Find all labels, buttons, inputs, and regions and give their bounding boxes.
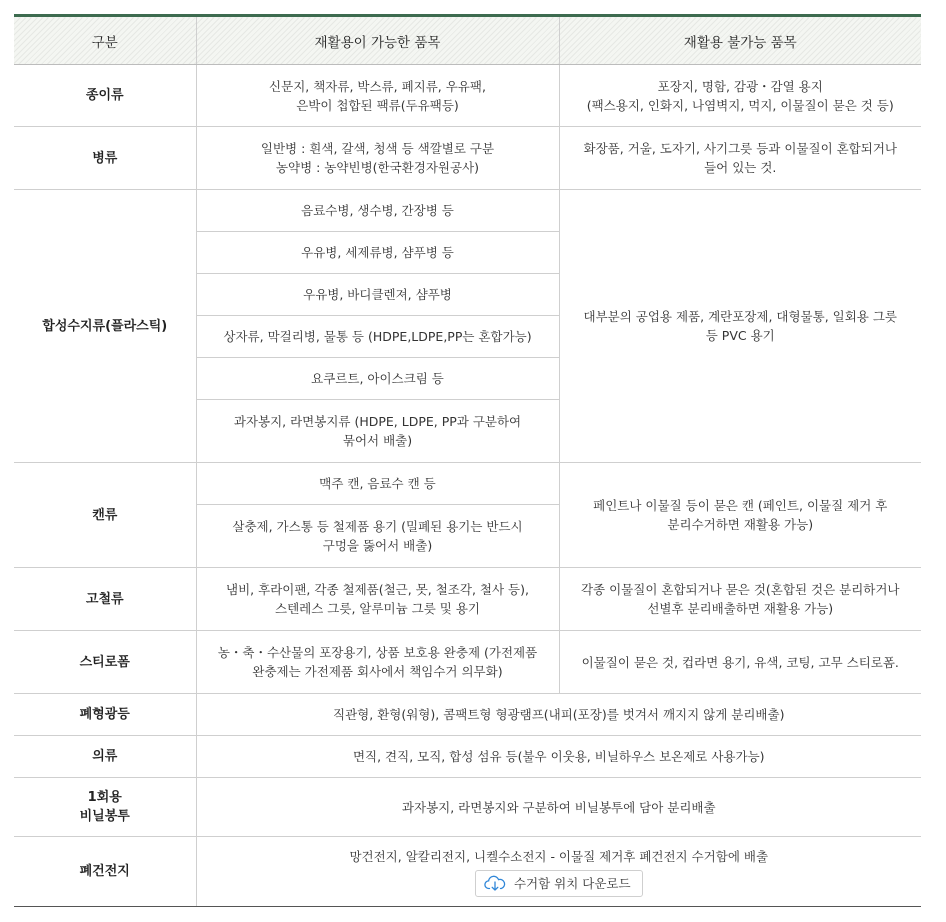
text-line: 신문지, 책자류, 박스류, 폐지류, 우유팩, <box>269 78 486 94</box>
table-row <box>14 631 921 694</box>
table-row <box>14 694 921 736</box>
category-plastic-bags <box>14 778 196 837</box>
category-plastic: 합성수지류(플라스틱) <box>14 190 196 463</box>
header-recyclable: 재활용이 가능한 품목 <box>196 16 559 65</box>
header-non-recyclable: 재활용 불가능 품목 <box>559 16 921 65</box>
table-row <box>14 127 921 190</box>
recycling-guide-table <box>14 14 921 907</box>
plastic-item: 상자류, 막걸리병, 물통 등 (HDPE,LDPE,PP는 혼합가능) <box>196 316 559 358</box>
text-line: 완충제는 가전제품 회사에서 책임수거 의무화) <box>252 664 503 679</box>
table-header-row <box>14 16 921 65</box>
text-line: 묶어서 배출) <box>342 433 413 448</box>
paper-non-recyclable <box>559 65 921 127</box>
text-line: 스텐레스 그릇, 알루미늄 그릇 및 용기 <box>275 601 480 616</box>
table-row <box>14 778 921 837</box>
collection-box-download-button[interactable] <box>475 870 643 897</box>
text-line: (팩스용지, 인화지, 나염벽지, 먹지, 이물질이 묻은 것 등) <box>586 97 894 113</box>
table-row <box>14 65 921 127</box>
table-row <box>14 190 921 232</box>
category-styrofoam: 스티로폼 <box>14 631 196 694</box>
cloud-download-icon <box>484 875 506 891</box>
clothing-text: 면직, 견직, 모직, 합성 섬유 등(불우 이웃용, 비닐하우스 보온제로 사용가능) <box>196 736 921 778</box>
category-paper: 종이류 <box>14 65 196 127</box>
text-line: 은박이 첩합된 팩류(두유팩등) <box>296 97 459 113</box>
plastic-item <box>196 400 559 463</box>
text-line: 냄비, 후라이팬, 각종 철제품(철근, 못, 철조각, 철사 등), <box>226 582 529 597</box>
text-line: 살충제, 가스통 등 철제품 용기 (밀폐된 용기는 반드시 <box>232 519 523 534</box>
paper-recyclable <box>196 65 559 127</box>
category-batteries: 폐건전지 <box>14 837 196 907</box>
batteries-cell <box>196 837 921 907</box>
plastic-item: 우유병, 세제류병, 샴푸병 등 <box>196 232 559 274</box>
text-line: 과자봉지, 라면봉지류 (HDPE, LDPE, PP과 구분하여 <box>233 414 522 429</box>
download-button-label: 수거함 위치 다운로드 <box>513 875 631 891</box>
category-cans: 캔류 <box>14 463 196 568</box>
plastic-bags-text: 과자봉지, 라면봉지와 구분하여 비닐봉투에 담아 분리배출 <box>196 778 921 837</box>
text-line: 등 PVC 용기 <box>705 328 775 343</box>
cans-item <box>196 505 559 568</box>
table-row <box>14 568 921 631</box>
text-line: 농・축・수산물의 포장용기, 상품 보호용 완충제 (가전제품 <box>217 645 538 660</box>
category-clothing: 의류 <box>14 736 196 778</box>
text-line: 화장품, 거울, 도자기, 사기그릇 등과 이물질이 혼합되거나 <box>583 141 897 156</box>
text-line: 구멍을 뚫어서 배출) <box>322 538 433 553</box>
table-row <box>14 837 921 907</box>
text-line: 분리수거하면 재활용 가능) <box>667 517 814 532</box>
text-line: 선별후 분리배출하면 재활용 가능) <box>647 601 834 616</box>
text-line: 들어 있는 것. <box>704 160 777 175</box>
styrofoam-recyclable <box>196 631 559 694</box>
category-fluorescent: 폐형광등 <box>14 694 196 736</box>
styrofoam-non-recyclable: 이물질이 묻은 것, 컵라면 용기, 유색, 코팅, 고무 스티로폼. <box>559 631 921 694</box>
bottles-non-recyclable <box>559 127 921 190</box>
category-bottles: 병류 <box>14 127 196 190</box>
text-line: 대부분의 공업용 제품, 계란포장제, 대형물통, 일회용 그릇 <box>583 309 897 324</box>
category-scrap-metal: 고철류 <box>14 568 196 631</box>
cans-item: 맥주 캔, 음료수 캔 등 <box>196 463 559 505</box>
text-line: 1회용 <box>87 790 122 805</box>
plastic-item: 요쿠르트, 아이스크림 등 <box>196 358 559 400</box>
table-row <box>14 463 921 505</box>
batteries-text: 망건전지, 알칼리전지, 니켈수소전지 - 이물질 제거후 폐건전지 수거함에 배출 <box>349 848 769 864</box>
scrap-metal-recyclable <box>196 568 559 631</box>
text-line: 일반병 : 흰색, 갈색, 청색 등 색깔별로 구분 <box>260 141 495 156</box>
text-line: 각종 이물질이 혼합되거나 묻은 것(혼합된 것은 분리하거나 <box>580 582 900 597</box>
text-line: 포장지, 명함, 감광・감열 용지 <box>657 78 823 94</box>
plastic-non-recyclable <box>559 190 921 463</box>
header-category: 구분 <box>14 16 196 65</box>
scrap-metal-non-recyclable <box>559 568 921 631</box>
fluorescent-text: 직관형, 환형(워형), 콤팩트형 형광램프(내피(포장)를 벗겨서 깨지지 않게 분리배출) <box>196 694 921 736</box>
plastic-item: 음료수병, 생수병, 간장병 등 <box>196 190 559 232</box>
text-line: 비닐봉투 <box>79 809 130 824</box>
text-line: 농약병 : 농약빈병(한국환경자원공사) <box>275 160 480 175</box>
bottles-recyclable <box>196 127 559 190</box>
text-line: 페인트나 이물질 등이 묻은 캔 (페인트, 이물질 제거 후 <box>593 498 888 513</box>
table-row <box>14 736 921 778</box>
plastic-item: 우유병, 바디클렌져, 샴푸병 <box>196 274 559 316</box>
cans-non-recyclable <box>559 463 921 568</box>
